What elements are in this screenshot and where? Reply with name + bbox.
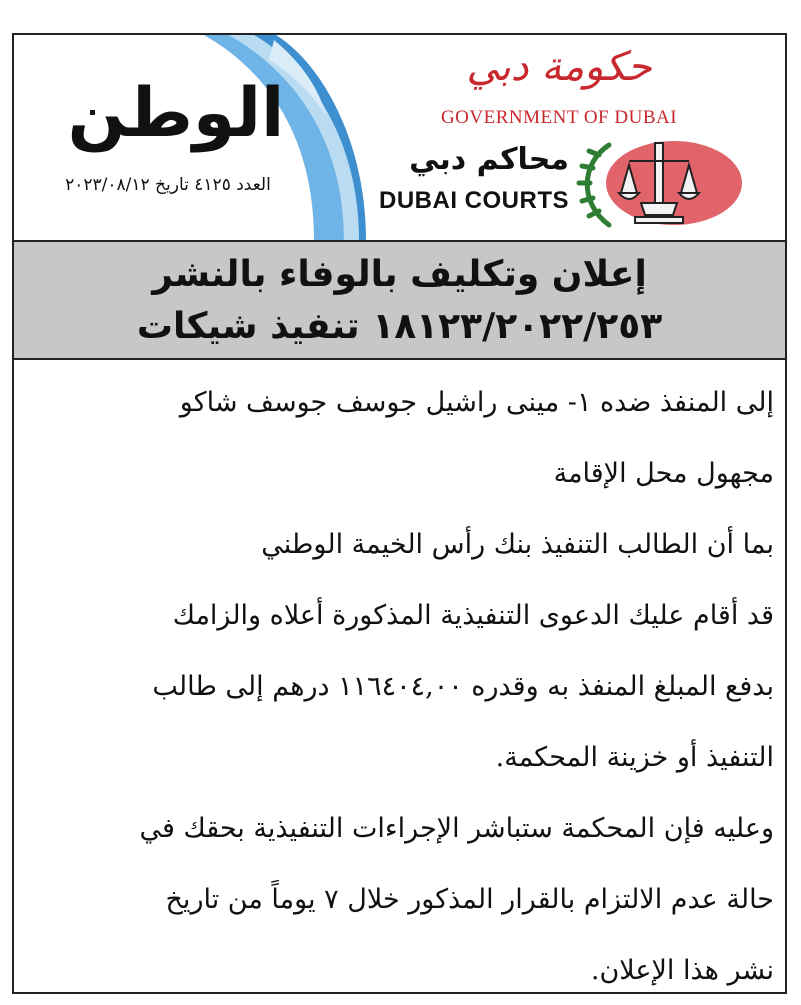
body-line: حالة عدم الالتزام بالقرار المذكور خلال ٧ يوماً من تاريخ <box>165 884 774 915</box>
courts-name-english: DUBAI COURTS <box>379 187 569 214</box>
courts-name-arabic: محاكم دبي <box>409 142 569 177</box>
announcement-body <box>34 367 774 994</box>
body-line: وعليه فإن المحكمة ستباشر الإجراءات التنفيذية بحقك في <box>139 813 774 844</box>
body-line: بما أن الطالب التنفيذ بنك رأس الخيمة الوطني <box>261 529 774 560</box>
body-line: التنفيذ أو خزينة المحكمة. <box>495 742 774 773</box>
title-band <box>14 240 785 360</box>
newspaper-name: الوطن <box>67 74 285 153</box>
body-line: مجهول محل الإقامة <box>553 458 774 489</box>
government-name-arabic: حكومة دبي <box>466 44 652 90</box>
body-line: بدفع المبلغ المنفذ به وقدره ١١٦٤٠٤,٠٠ درهم إلى طالب <box>152 671 774 702</box>
government-name-english: GOVERNMENT OF DUBAI <box>440 107 678 128</box>
scales-of-justice-emblem <box>569 133 749 233</box>
announcement-frame <box>12 33 787 994</box>
issue-date-line: العدد ٤١٢٥ تاريخ ٢٠٢٣/٠٨/١٢ <box>65 175 271 195</box>
header <box>14 35 785 240</box>
announcement-title: إعلان وتكليف بالوفاء بالنشر <box>152 254 647 295</box>
case-number: ١٨١٢٣/٢٠٢٢/٢٥٣ تنفيذ شيكات <box>136 306 663 347</box>
body-line: قد أقام عليك الدعوى التنفيذية المذكورة أعلاه والزامك <box>172 600 774 631</box>
body-line: نشر هذا الإعلان. <box>590 955 774 986</box>
body-line: إلى المنفذ ضده ١- مينى راشيل جوسف جوسف شاكو <box>179 387 774 418</box>
